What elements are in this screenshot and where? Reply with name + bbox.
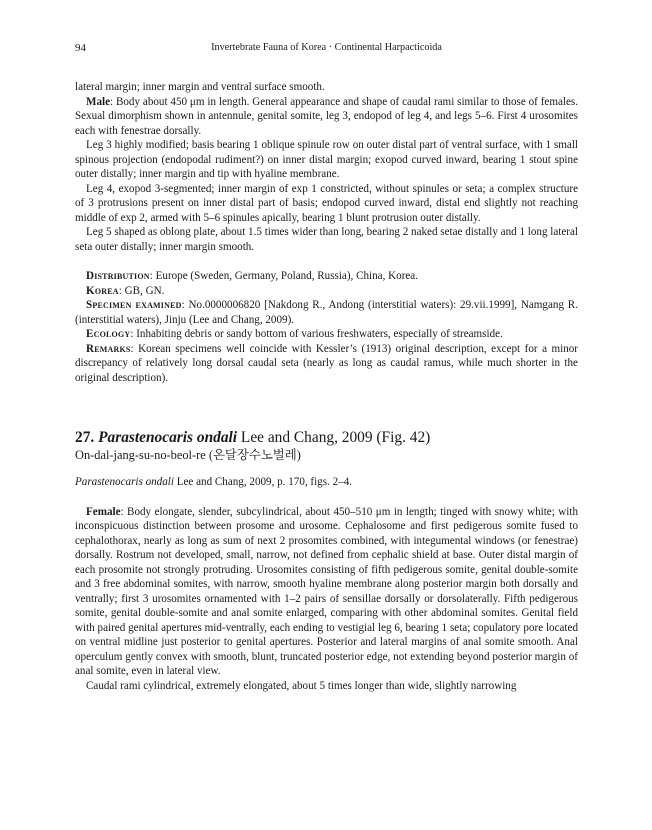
paragraph-korea: [75, 284, 578, 299]
paragraph-specimen: [75, 298, 578, 327]
species-authority: Lee and Chang, 2009 (Fig. 42): [237, 429, 431, 446]
citation-name: Parastenocaris ondali: [75, 476, 174, 488]
species-common-name: On-dal-jang-su-no-beol-re (온달장수노벌레): [75, 448, 301, 462]
specimen-label: Specimen examined: [86, 299, 182, 311]
paragraph-female: [75, 505, 578, 679]
korea-label: Korea: [86, 284, 119, 297]
paragraph-leg4: Leg 4, exopod 3-segmented; inner margin of exp 1 constricted, without spinules or seta; a complex structure of 3 protrusions present on inner distal part of basis; endopod curved inward, distal end slightly not reaching middle of exp 2, armed with 5–6 spinules apically, bearing 1 blunt protrusion outer distally.: [75, 182, 578, 224]
paragraph-leg5: Leg 5 shaped as oblong plate, about 1.5 times wider than long, bearing 2 naked setae distally and 1 long lateral seta outer distally; inner margin smooth.: [75, 226, 578, 253]
female-text: : Body elongate, slender, subcylindrical, about 450–510 μm in length; tinged with snowy white; with inconspicuous distinction between prosome and urosome. Cephalosome and first pedigerous somite fused to cephalothorax, nearly as long as sum of next 2 prosomites combined, with integumental windows (or fenestrae) dorsally. Rostrum not developed, small, narrow, not defined from cephalic shield at base. Outer distal margin of each prosomite not strongly protruding. Urosomites consisting of fifth pedigerous somite, genital double-somite and 3 free abdominal somites, with narrow, smooth hyaline membrane along posterior margin both dorsally and ventrally; first 3 urosomites ornamented with 1–2 pairs of sensillae dorsally or dorsolaterally. Fifth pedigerous somite, genital double-somite and anal somite enlarged, comparing with other abdominal somites. Genital field with paired genital apertures mid-ventrally, each ending to vestigial leg 6, bearing 1 seta; copulatory pore located on ventral midline just posterior to genital apertures. Posterior and lateral margins of anal somite smooth. Anal operculum gently convex with smooth, blunt, truncated posterior edge, not extending beyond posterior margin of anal somite, even in lateral view.: [75, 505, 578, 677]
species-number: 27.: [75, 429, 95, 446]
remarks-text: : Korean specimens well coincide with Kessler’s (1913) original description, except for a minor discrepancy of relatively long dorsal caudal seta (nearly as long as caudal ramus, while much shorter in the original description).: [75, 342, 578, 384]
citation-text: Lee and Chang, 2009, p. 170, figs. 2–4.: [173, 476, 353, 488]
species-citation: [75, 475, 578, 490]
ecology-text: : Inhabiting debris or sandy bottom of various freshwaters, especially of streamside.: [130, 328, 503, 340]
paragraph-male: [75, 95, 578, 139]
species-heading: [75, 428, 578, 447]
page-number: 94: [75, 42, 86, 54]
paragraph-remarks: [75, 342, 578, 386]
paragraph-distribution: [75, 269, 578, 284]
male-label: Male: [86, 95, 111, 108]
running-title: Invertebrate Fauna of Korea · Continental Harpacticoida: [211, 42, 442, 53]
species-name: Parastenocaris ondali: [98, 429, 238, 446]
paragraph-ecology: [75, 327, 578, 342]
distribution-label: Distribution: [86, 270, 150, 282]
paragraph-leg3: Leg 3 highly modified; basis bearing 1 oblique spinule row on outer distal part of ventral surface, with 1 small spinous projection (endopodal rudiment?) on inner distal margin; exopod curved inward, bearing 1 stout spine outer distally; inner margin and tip with hyaline membrane.: [75, 139, 578, 180]
female-label: Female: [86, 505, 121, 518]
male-text: : Body about 450 μm in length. General appearance and shape of caudal rami similar to those of females. Sexual dimorphism shown in antennule, genital somite, leg 3, endopod of leg 4, and legs 5–6. First 4 urosomites each with fenestrae dorsally.: [75, 95, 578, 137]
paragraph-lateral-margin: lateral margin; inner margin and ventral surface smooth.: [75, 81, 325, 93]
page-header: [75, 42, 578, 56]
distribution-text: : Europe (Sweden, Germany, Poland, Russia), China, Korea.: [149, 270, 419, 282]
page-body: [75, 80, 578, 693]
ecology-label: Ecology: [86, 328, 131, 340]
specimen-text: : No.0000006820 [Nakdong R., Andong (interstitial waters): 29.vii.1999], Namgang R. (interstitial waters), Jinju (Lee and Chang, 2009).: [75, 299, 578, 326]
korea-text: : GB, GN.: [118, 284, 165, 297]
paragraph-caudal-rami: Caudal rami cylindrical, extremely elongated, about 5 times longer than wide, slightly narrowing: [86, 679, 517, 692]
remarks-label: Remarks: [86, 342, 131, 355]
